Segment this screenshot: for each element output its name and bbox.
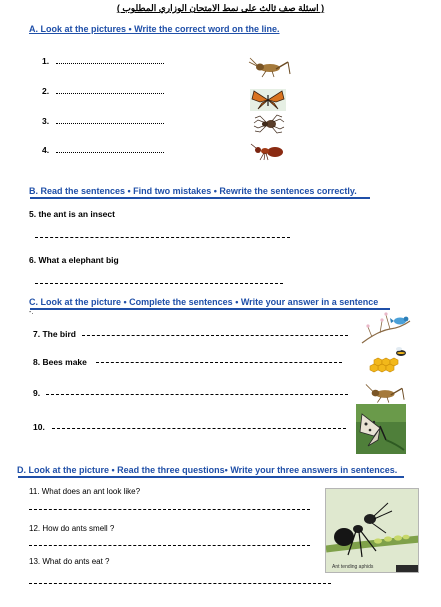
butterfly-photo-icon <box>356 404 406 454</box>
question-13-answer-line[interactable] <box>29 583 331 584</box>
section-a-header: A. Look at the pictures • Write the correct word on the line. <box>29 24 280 34</box>
item-3-number: 3. <box>42 116 50 126</box>
item-4-number: 4. <box>42 145 50 155</box>
section-c-rule <box>30 308 390 310</box>
item-10-answer-line[interactable] <box>52 428 346 429</box>
cricket-icon <box>364 382 406 406</box>
item-2-answer-line[interactable] <box>56 93 164 94</box>
item-8-answer-line[interactable] <box>96 362 342 363</box>
item-7-answer-line[interactable] <box>82 335 348 336</box>
item-9-answer-line[interactable] <box>46 394 348 395</box>
item-6-answer-line[interactable] <box>35 283 283 284</box>
ant-aphids-photo <box>325 488 419 573</box>
page-title: ( اسئلة صف ثالث على نمط الامتحان الوزاري المطلوب ) <box>116 3 325 13</box>
spider-icon <box>254 114 284 134</box>
question-12-text: 12. How do ants smell ? <box>29 524 115 533</box>
ant-icon <box>250 142 286 162</box>
question-13-text: 13. What do ants eat ? <box>29 557 110 566</box>
item-8-text: 8. Bees make <box>33 357 87 367</box>
item-1-number: 1. <box>42 56 50 66</box>
item-6-text: 6. What a elephant big <box>29 255 119 265</box>
item-9-number: 9. <box>33 388 41 398</box>
item-5-text: 5. the ant is an insect <box>29 209 115 219</box>
section-b-rule <box>30 197 370 199</box>
section-c-header: C. Look at the picture • Complete the sentences • Write your answer in a sentence <box>29 297 379 307</box>
question-11-text: 11. What does an ant look like? <box>29 487 141 496</box>
item-4-answer-line[interactable] <box>56 152 164 153</box>
item-1-answer-line[interactable] <box>56 63 164 64</box>
bee-honeycomb-icon <box>368 346 412 376</box>
item-2-number: 2. <box>42 86 50 96</box>
section-c-mark: -. <box>29 309 34 316</box>
ant-aphids-icon <box>326 489 419 573</box>
cricket-icon <box>248 56 292 80</box>
butterfly-icon <box>250 89 286 111</box>
photo-caption: Ant tending aphids <box>332 564 374 570</box>
item-10-number: 10. <box>33 422 45 432</box>
question-11-answer-line[interactable] <box>29 509 310 510</box>
item-5-answer-line[interactable] <box>35 237 290 238</box>
section-d-rule <box>18 476 404 478</box>
item-7-text: 7. The bird <box>33 329 76 339</box>
section-b-header: B. Read the sentences • Find two mistakes • Rewrite the sentences correctly. <box>29 186 357 196</box>
item-3-answer-line[interactable] <box>56 123 164 124</box>
bird-on-branch-icon <box>360 309 412 345</box>
question-12-answer-line[interactable] <box>29 545 310 546</box>
section-d-header: D. Look at the picture • Read the three questions• Write your three answers in sentences. <box>17 465 398 475</box>
